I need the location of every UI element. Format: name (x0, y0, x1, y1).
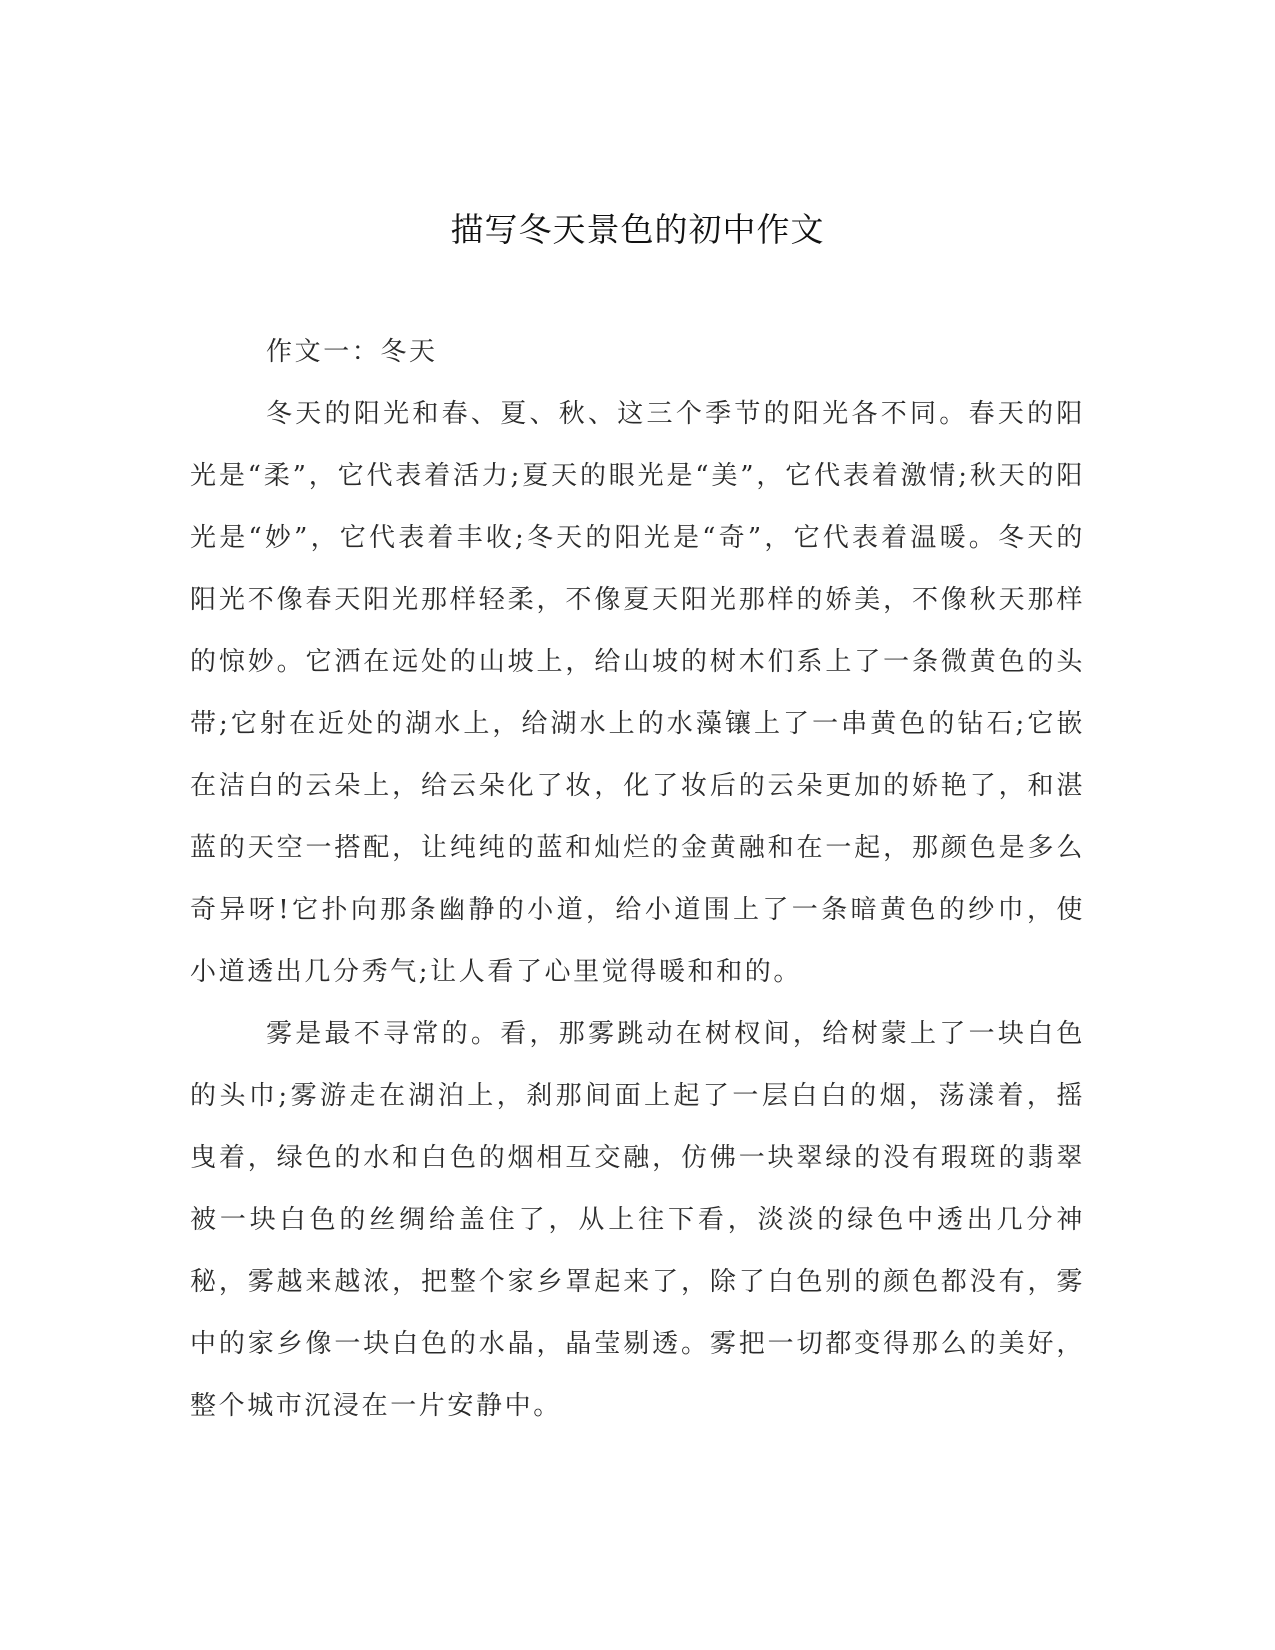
paragraph-1: 冬天的阳光和春、夏、秋、这三个季节的阳光各不同。春天的阳光是“柔”，它代表着活力;夏天的眼光是“美”，它代表着激情;秋天的阳光是“妙”，它代表着丰收;冬天的阳光是“奇”，它代表着温暖。冬天的阳光不像春天阳光那样轻柔，不像夏天阳光那样的娇美，不像秋天那样的惊妙。它洒在远处的山坡上，给山坡的树木们系上了一条微黄色的头带;它射在近处的湖水上，给湖水上的水藻镶上了一串黄色的钻石;它嵌在洁白的云朵上，给云朵化了妆，化了妆后的云朵更加的娇艳了，和湛蓝的天空一搭配，让纯纯的蓝和灿烂的金黄融和在一起，那颜色是多么奇异呀!它扑向那条幽静的小道，给小道围上了一条暗黄色的纱巾，使小道透出几分秀气;让人看了心里觉得暖和和的。 (190, 399, 1085, 987)
paragraph-2: 雾是最不寻常的。看，那雾跳动在树杈间，给树蒙上了一块白色的头巾;雾游走在湖泊上，刹那间面上起了一层白白的烟，荡漾着，摇曳着，绿色的水和白色的烟相互交融，仿佛一块翠绿的没有瑕斑的翡翠被一块白色的丝绸给盖住了，从上往下看，淡淡的绿色中透出几分神秘，雾越来越浓，把整个家乡罩起来了，除了白色别的颜色都没有，雾中的家乡像一块白色的水晶，晶莹剔透。雾把一切都变得那么的美好，整个城市沉浸在一片安静中。 (190, 1019, 1085, 1421)
document-body (190, 321, 1085, 1437)
document-title: 描写冬天景色的初中作文 (450, 210, 825, 249)
section-heading: 作文一：冬天 (266, 337, 438, 367)
